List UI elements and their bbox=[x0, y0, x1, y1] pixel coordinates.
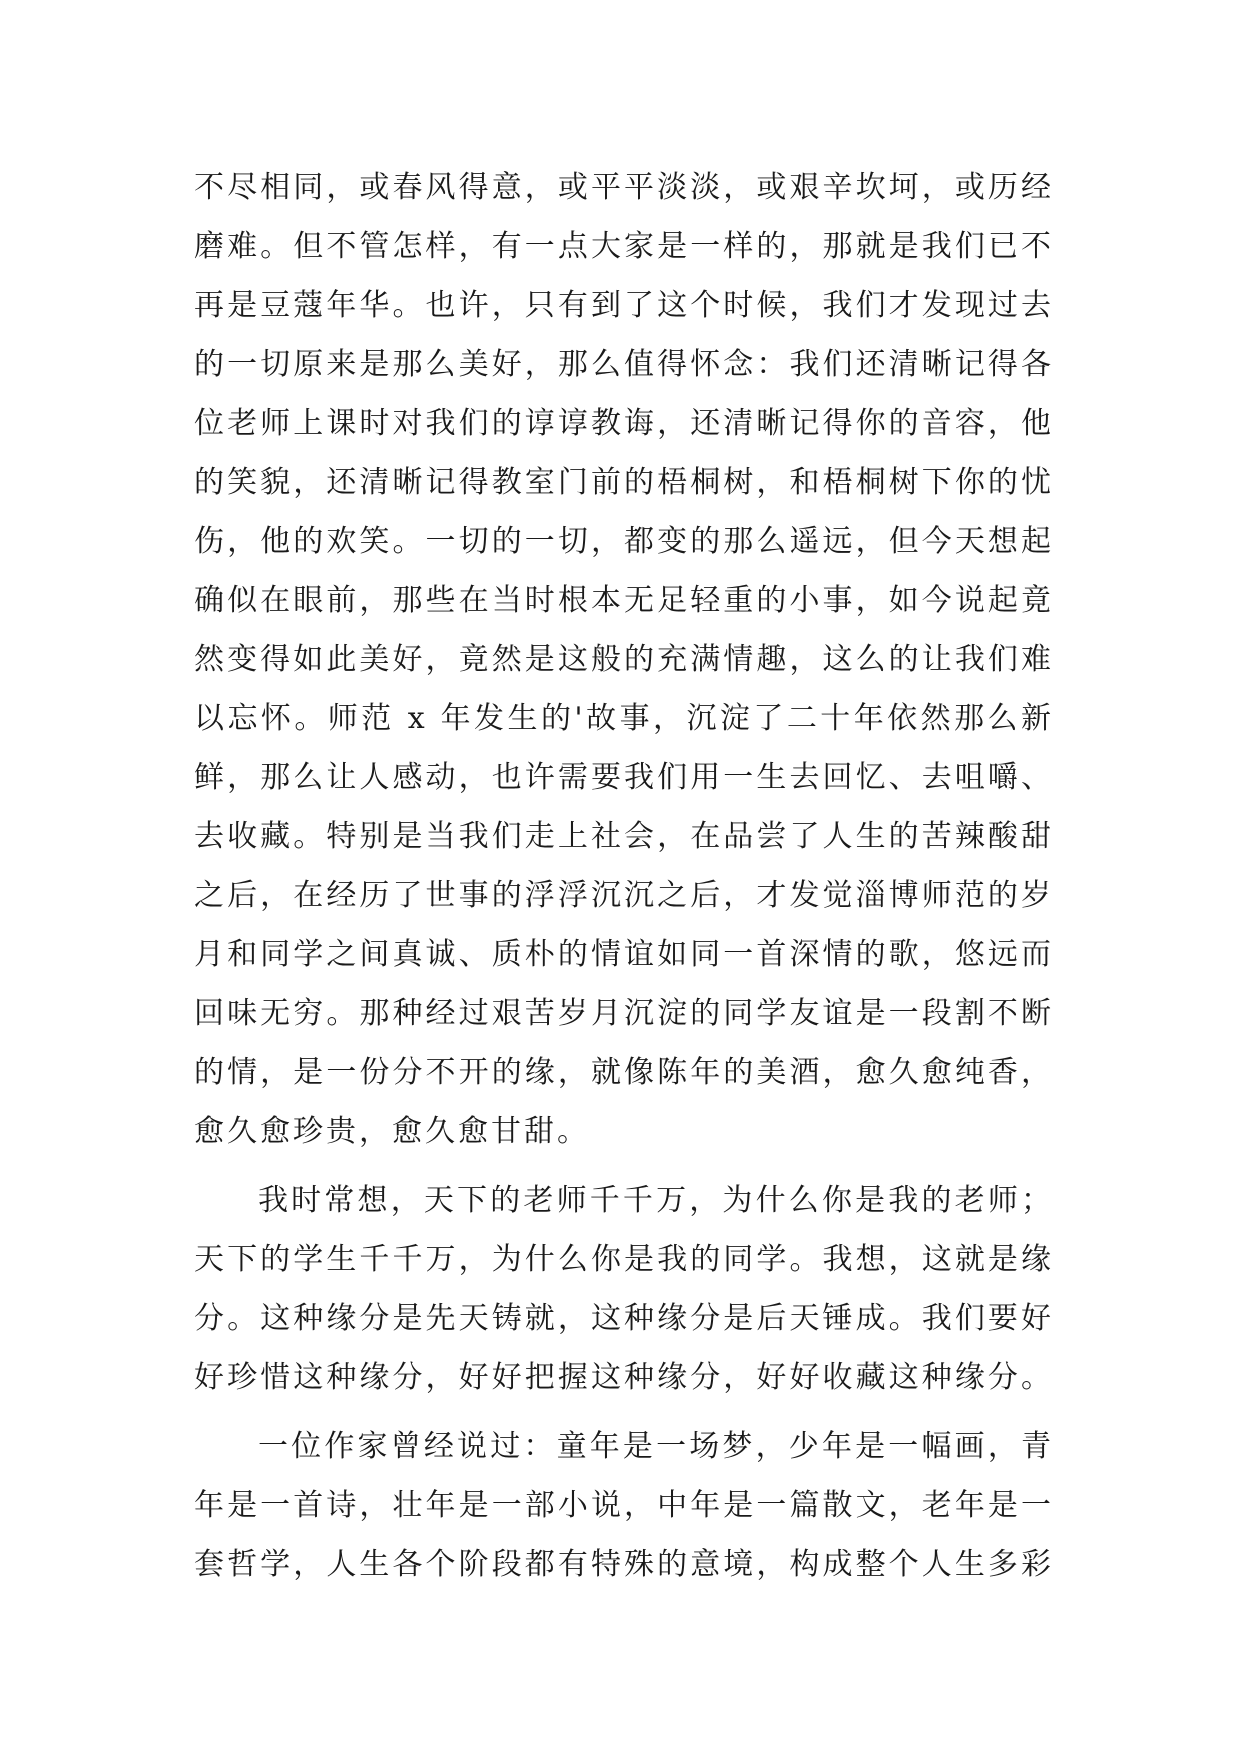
text-line: 月和同学之间真诚、质朴的情谊如同一首深情的歌，悠远而 bbox=[194, 937, 1054, 972]
text-line: 以忘怀。师范 x 年发生的'故事，沉淀了二十年依然那么新 bbox=[194, 701, 1054, 736]
text-line: 位老师上课时对我们的谆谆教诲，还清晰记得你的音容，他 bbox=[194, 406, 1054, 441]
body-text bbox=[194, 158, 1054, 1594]
text-line: 再是豆蔻年华。也许，只有到了这个时候，我们才发现过去 bbox=[194, 288, 1054, 323]
text-line: 之后，在经历了世事的浮浮沉沉之后，才发觉淄博师范的岁 bbox=[194, 878, 1054, 913]
paragraph-3 bbox=[194, 1417, 1054, 1594]
text-line: 一位作家曾经说过：童年是一场梦，少年是一幅画，青 bbox=[258, 1429, 1054, 1464]
text-line: 的笑貌，还清晰记得教室门前的梧桐树，和梧桐树下你的忧 bbox=[194, 465, 1054, 500]
paragraph-spacer bbox=[194, 1161, 1054, 1171]
paragraph-spacer bbox=[194, 1407, 1054, 1417]
text-line: 年是一首诗，壮年是一部小说，中年是一篇散文，老年是一 bbox=[194, 1488, 1054, 1523]
text-line: 鲜，那么让人感动，也许需要我们用一生去回忆、去咀嚼、 bbox=[194, 760, 1054, 795]
text-line: 好珍惜这种缘分，好好把握这种缘分，好好收藏这种缘分。 bbox=[194, 1360, 1054, 1395]
text-line: 的一切原来是那么美好，那么值得怀念：我们还清晰记得各 bbox=[194, 347, 1054, 382]
text-line: 确似在眼前，那些在当时根本无足轻重的小事，如今说起竟 bbox=[194, 583, 1054, 618]
paragraph-1 bbox=[194, 158, 1054, 1161]
text-line: 不尽相同，或春风得意，或平平淡淡，或艰辛坎坷，或历经 bbox=[194, 170, 1054, 205]
paragraph-2 bbox=[194, 1171, 1054, 1407]
text-line: 伤，他的欢笑。一切的一切，都变的那么遥远，但今天想起 bbox=[194, 524, 1054, 559]
text-line: 的情，是一份分不开的缘，就像陈年的美酒，愈久愈纯香， bbox=[194, 1055, 1054, 1090]
text-line: 套哲学，人生各个阶段都有特殊的意境，构成整个人生多彩 bbox=[194, 1547, 1054, 1582]
text-line: 去收藏。特别是当我们走上社会，在品尝了人生的苦辣酸甜 bbox=[194, 819, 1054, 854]
text-line: 然变得如此美好，竟然是这般的充满情趣，这么的让我们难 bbox=[194, 642, 1054, 677]
text-line: 分。这种缘分是先天铸就，这种缘分是后天锤成。我们要好 bbox=[194, 1301, 1054, 1336]
text-line: 愈久愈珍贵，愈久愈甘甜。 bbox=[194, 1114, 590, 1149]
text-line: 天下的学生千千万，为什么你是我的同学。我想，这就是缘 bbox=[194, 1242, 1054, 1277]
text-line: 回味无穷。那种经过艰苦岁月沉淀的同学友谊是一段割不断 bbox=[194, 996, 1054, 1031]
text-line: 我时常想，天下的老师千千万，为什么你是我的老师； bbox=[258, 1183, 1054, 1218]
text-line: 磨难。但不管怎样，有一点大家是一样的，那就是我们已不 bbox=[194, 229, 1054, 264]
